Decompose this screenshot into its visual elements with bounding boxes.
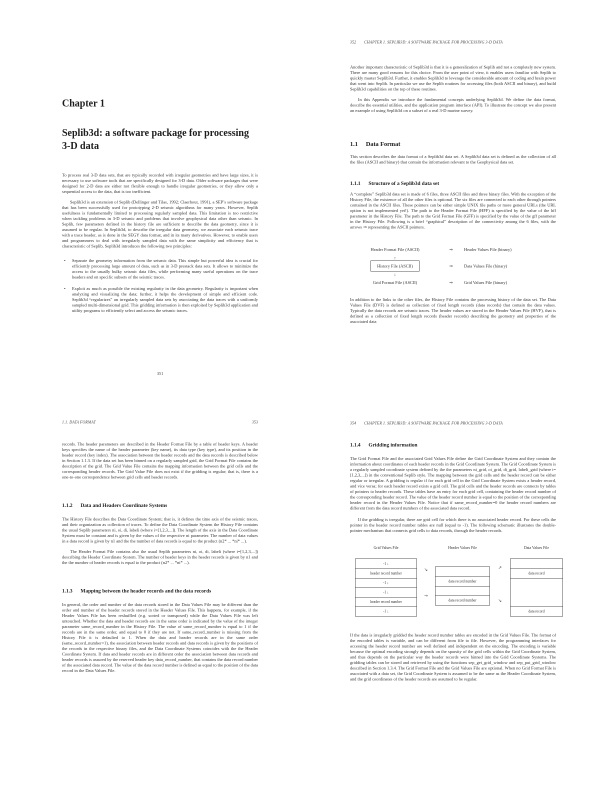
bullet-item: [62, 286, 258, 314]
diagram-row: [350, 271, 556, 279]
double-arrow-icon: ⇒: [449, 263, 453, 269]
pointer-arrow-icon: ↘: [498, 598, 502, 604]
chapter-title-line2: 3-D data: [62, 140, 99, 152]
header-values-file-title: Header Values File: [448, 545, 477, 550]
section-number: 1.1: [350, 140, 358, 148]
table-cell: [511, 578, 563, 607]
bullet-icon: •: [64, 258, 66, 263]
subsection-title: Mapping between the header records and the data records: [80, 588, 212, 594]
table-cell: [511, 559, 563, 569]
grid-values-file-label: Grid Values File (binary): [464, 280, 507, 285]
bullet-icon: •: [64, 286, 66, 291]
running-head-text: CHAPTER 1. SEPLIB3D: A SOFTWARE PACKAGE FOR PROCESSING 3-D DATA: [364, 421, 503, 426]
paragraph: In this Appendix we introduce the fundamental concepts underlying Seplib3d. We define the data format, describe the essential utilities, and the application program interface (API). To illustrate the concept we also present an example of using Seplib3d on a subset of a real 3-D marine survey.: [350, 97, 556, 113]
double-arrow-icon: ⇒: [449, 279, 453, 285]
page-354: [306, 396, 612, 792]
page-353: [0, 396, 306, 792]
file-connectivity-diagram: [350, 245, 556, 287]
running-head: [62, 420, 258, 425]
diagram-row: [350, 245, 556, 254]
chapter-title: [62, 127, 258, 153]
table-cell: header record number: [356, 597, 417, 607]
data-values-file-title: Data Values File: [523, 545, 550, 550]
running-head-text: 1.1. DATA FORMAT: [62, 420, 96, 425]
table-cell: -1 ↓: [383, 561, 389, 566]
subsection-title: Data and Headers Coordinate Systems: [80, 503, 168, 509]
running-head-page-number: 354: [350, 421, 357, 426]
running-head-text: CHAPTER 1. SEPLIB3D: A SOFTWARE PACKAGE FOR PROCESSING 3-D DATA: [364, 40, 503, 45]
paragraph: The Header Format File contains also the usual Seplib parameters ni, oi, di, labeli (where i=[1,2,3,...]) describing the Header Coordinate System. The number of header keys in the header records is given by n1 and the the number of header records is equal to the product (n2* ... *ni* ...).: [62, 549, 258, 565]
running-head: [350, 421, 556, 426]
pointer-arrow-icon: →: [424, 593, 428, 599]
table-cell: -1 ↓: [356, 588, 417, 598]
running-head-page-number: 353: [251, 420, 258, 425]
subsection-heading: [62, 503, 258, 509]
table-cell: data record number: [436, 596, 490, 606]
data-values-file-label: Data Values File (binary): [464, 263, 508, 269]
up-arrow-icon: ↑: [393, 255, 397, 261]
chapter-title-line1: Seplib3d: a software package for processing: [62, 127, 249, 139]
table-cell: data record number: [436, 577, 490, 587]
section-heading: [350, 141, 556, 149]
subsection-title: Gridding information: [368, 442, 418, 448]
subsection-title: Structure of a Seplib3d data set: [368, 181, 440, 187]
header-values-table: [435, 567, 490, 606]
table-cell: -1 ↓: [356, 607, 417, 617]
paragraph: The Grid Format File and the associated Grid Values File define the Grid Coordinate System and they contain the information about coordinates of each header records in the Grid Coordinate System. The Grid Coordinate System is a regularly sampled coordinate system defined by the the parameters ni_grid, oi_grid, di_grid, labeli_grid (where i=[1,2,3,...]) in the conventional Seplib style. The mapping between the grid cells and the header record can be either regular or irregular. A gridding is regular if for each grid cell in the Grid Coordinate System exists a header record, and vice versa; for each header record exists a grid cell. The grid cells and the header records are connects by tables of pointers to header records. These tables have an entry for each grid cell, containing the header record number of the corresponding header record. The value of the header record number is equal to the position of the corresponding header record in the Header Values File. Notice that if same_record_number=0 the header record numbers are different from the data record numbers of the associated data record.: [350, 456, 556, 511]
section-title: Data Format: [365, 140, 401, 148]
double-pointer-schematic: [350, 546, 556, 622]
paragraph: This section describes the data format of a Seplib3d data set. A Seplib3d data set is defined as the collection of all the files (ASCII and binary) that contain the information relevant to the Geophysical data set.: [350, 154, 556, 165]
subsection-heading: [62, 589, 258, 595]
table-cell: data record: [511, 569, 563, 579]
paragraph: The History File describes the Data Coordinate System; that is, it defines the time axis of the seismic traces, and their organization as collection of traces. To define the Data Coordinate System the History File contains the usual Seplib parameters ni, oi, di, labeli (where i=[1,2,3,...]). The length of the axis in the Data Coordinate System must be constant and is given by the values of the respective ni parameter. The number of data values in a data record is given by n1 and the the number of data records is equal to the product (n2* ... *ni* ...).: [62, 516, 258, 544]
pointer-arrow-icon: ↘: [424, 567, 428, 573]
pointer-arrow-icon: ↗: [498, 565, 502, 571]
bullet-text: Separate the geometry information from the seismic data. This simple but powerful idea is crucial for efficiently processing large amount of data, such as in 3-D prestack data sets. It allows to minimize the access to the usually bulky seismic data files, while performing many useful operations on the trace headers and on specific subsets of the seismic traces.: [72, 258, 258, 280]
paragraph: In addition to the links to the other files, the History File contains the processing history of the data set. The Data Values File (DVF) is defined as collection of fixed length records (data records) that contain the data values. Typically the data records are seismic traces. The header values are stored in the Header Values File (HVF), that is defined as a collection of fixed length records (header records) describing the geometry and properties of the associated data: [350, 297, 556, 324]
grid-values-file-title: Grid Values File: [373, 545, 399, 550]
subsection-number: 1.1.1: [350, 181, 361, 187]
subsection-heading: [350, 181, 556, 187]
paragraph: records. The header parameters are described in the Header Format File by a table of header keys. A header keys specifies the name of the header parameter (key name), its data type (key type), and its position in the header record (key index). The association between the header records and the data records is described below in Section 1.1.3. If the data set has been binned on a regularly sampled grid, the Grid Format File contains the description of the grid. The Grid Value File contains the mapping information between the grid cells and the corresponding header records. The Grid Value File does not exist if the gridding is regular; that is, there is a one-to-one correspondence between grid cells and header records.: [62, 441, 258, 480]
subsection-heading: [350, 443, 556, 449]
running-head: [350, 40, 556, 45]
bullet-item: [62, 258, 258, 280]
paragraph: A “complete” Seplib3d data set is made of 6 files, three ASCII files and three binary files. With the exception of the History File, the existence of all the other files is optional. The six files are connected to each other through pointers contained in the ASCII files. These pointers can be either simple UNIX file paths or more general URLs (the URL option is not implemented yet!). The path to the Header Format File (HFF) is specified by the value of the hff parameter in the History File. The path to the Grid Format File (GFF) is specified by the value of the gff parameter in the History File. Following is a brief “graphical” description of the connectivity among the 6 files, with the arrows ⇒ representing the ASCII pointers.: [350, 191, 556, 230]
page-352: [306, 0, 612, 396]
table-cell: header record number: [356, 569, 417, 579]
page-number: 351: [156, 371, 164, 376]
paragraph: If the data is irregularly gridded the header record number tables are encoded in the Grid Values File. The format of the encoded tables is variable, and can be different from file to file. However, the programming interfaces for accessing the header record number are well defined and independent on the encoding. The encoding is variable because the optimal encoding strongly depends on the sparsity of the grid cells within the Grid Coordinate System, and thus depends on the particular way the header records were binned into the Grid Coordinate Systems. The gridding tables can be stored and retrieved by using the functions sep_get_grid_window and sep_put_grid_window described in Section 1.3.4. The Grid Format File and the Grid Values File are optional. When no Grid Format File is associated with a data set, the Grid Coordinate System is assumed to be the same as the Header Coordinate System, and the grid coordinates of the header records are assumed to be regular.: [350, 632, 556, 682]
header-format-file-label: Header Format File (ASCII): [370, 247, 420, 252]
grid-format-file-label: Grid Format File (ASCII): [372, 280, 418, 285]
subsection-number: 1.1.2: [62, 503, 73, 509]
paragraph: If the gridding is irregular, there are grid cell for which there is no associated header record. For these cells the pointer in the header record number tables are null (equal to -1). The following schematic illustrates the double-pointer mechanism that connects grid cells to data records, through the header records.: [350, 517, 556, 533]
subsection-number: 1.1.3: [62, 588, 73, 594]
data-values-table: [510, 559, 563, 617]
paragraph: Seplib3d is an extension of Seplib (Dellinger and Tilas, 1992; Claerbout, 1991), a SEP’s software package that has been successfully used for prototyping 2-D seismic algorithms for many years. However, Seplib usefulness is fundamentally limited to processing regularly sampled data. This limitation is too restrictive when tackling problems in 3-D seismic and problems that involve geophysical data other than seismic. In Seplib, few parameters defined in the history file are sufficient to describe the data geometry, since it is assumed to be regular. In Seplib3d, to describe the irregular data geometry, we associate each seismic trace with a trace header, as is done in the SEGY data format, and in its many derivatives. However, to enable users and programmers to deal with irregularly sampled data with the same simplicity and efficiency that is characteristic of Seplib, Seplib3d introduces the following two principles:: [62, 199, 258, 249]
header-values-file-label: Header Values File (binary): [464, 247, 512, 252]
diagram-row: [350, 278, 556, 287]
bullet-text: Exploit as much as possible the existing regularity in the data geometry. Regularity is important when analyzing and visualizing the data; further, it helps the development of simple and efficient code. Seplib3d “regularizes” an irregularly sampled data sets by associating the data traces with a uniformly sampled multi-dimensional grid. This gridding information is then exploited by Seplib3d application and utility programs to efficiently select and access the seismic traces.: [72, 286, 258, 313]
table-cell: -1 ↓: [356, 578, 417, 588]
page-351: [0, 0, 306, 396]
diagram-row: [350, 262, 556, 271]
down-arrow-icon: ↓: [393, 271, 397, 277]
chapter-label: Chapter 1: [62, 98, 105, 109]
paragraph: In general, the order and number of the data records stored in the Data Values File may be different than the order and number of the header records stored in the Header Values File. This happens, for example, if the Header Values File has been reshuffled (e.g. sorted or transposed) while the Data Values File was left untouched. Whether the data and header records are in the same order is indicated by the value of the integer parameter same_record_number in the History File. The value of same_record_number is equal to 1 if the records are in the same order, and equal to 0 if they are not. If same_record_number is missing from the History File it is defaulted to 1. When the data and header records are in the same order (same_record_number=1), the association between header records and data records is given by the positions of the records in the respective binary files, and the Data Coordinate Systems coincides with the the Header Coordinate System. If data and header records are in different order the association between data records and header records is assured by the reserved header key data_record_number, that contains the data record number of the associated data record. The value of the data record number is defined as equal to the position of the data record in the Data Values File.: [62, 602, 258, 673]
subsection-number: 1.1.4: [350, 442, 361, 448]
grid-values-table: [355, 559, 417, 617]
paragraph: To process real 3-D data sets, that are typically recorded with irregular geometries and have large sizes, it is necessary to use software tools that are specifically designed for 3-D data. Older software packages that were designed for 2-D data are either not flexible enough to handle irregular geometries, or they allow only a sequential access to the data, that is too inefficient.: [62, 172, 258, 194]
double-arrow-icon: ⇒: [449, 246, 453, 252]
running-head-page-number: 352: [350, 40, 357, 45]
table-cell: data record: [511, 607, 563, 617]
table-cell: [436, 567, 490, 577]
paragraph: Another important characteristic of Seplib3d is that it is a generalization of Seplib and not a completely new system. There are many good reasons for this choice. From the user point of view, it enables users familiar with Seplib to quickly master Seplib3d. Further, it enables Seplib3d to leverage the considerable amount of coding and brain power that went into Seplib. In particular we use the Seplib routines for accessing files (both ASCII and binary), and build Seplib3d capabilities on the top of these routines.: [350, 64, 556, 92]
history-file-cell: [350, 261, 440, 272]
table-cell: [436, 586, 490, 596]
history-file-box: History File (ASCII): [371, 261, 420, 272]
